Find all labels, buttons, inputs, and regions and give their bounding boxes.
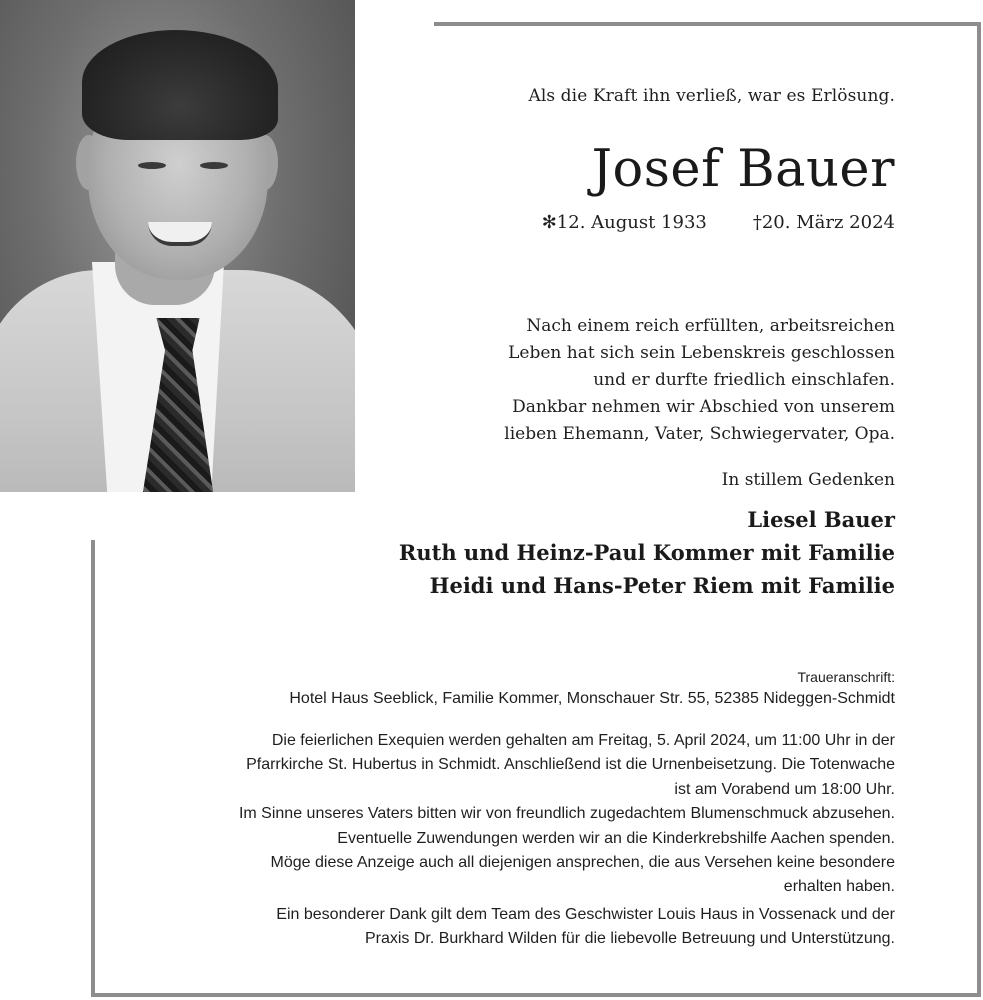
obituary-line: lieben Ehemann, Vater, Schwiegervater, Opa. [504, 424, 895, 444]
obituary-text [504, 313, 895, 448]
obituary-line: und er durfte friedlich einschlafen. [593, 370, 895, 390]
thanks-text [276, 903, 895, 952]
thanks-line: Praxis Dr. Burkhard Wilden für die liebevolle Betreuung und Unterstützung. [364, 930, 895, 948]
mourning-address: Hotel Haus Seeblick, Familie Kommer, Monschauer Str. 55, 52385 Nideggen-Schmidt [289, 690, 895, 707]
frame-line-bottom [91, 993, 981, 997]
detail-line: Die feierlichen Exequien werden gehalten am Freitag, 5. April 2024, um 11:00 Uhr in der [271, 732, 895, 749]
frame-line-left [91, 540, 95, 997]
life-dates [542, 212, 895, 233]
family-names [399, 503, 895, 602]
detail-line: Möge diese Anzeige auch all diejenigen ansprechen, die aus Versehen keine besondere [270, 854, 895, 872]
funeral-details [239, 729, 895, 900]
portrait-eye-right [200, 162, 228, 169]
born-symbol-icon: ✻ [541, 212, 557, 233]
cross-icon: † [752, 212, 762, 233]
portrait-photo [0, 0, 355, 492]
detail-line: Im Sinne unseres Vaters bitten wir von freundlich zugedachtem Blumenschmuck abzusehen. [238, 805, 895, 823]
detail-line: Pfarrkirche St. Hubertus in Schmidt. Anschließend ist die Urnenbeisetzung. Die Totenwache [246, 756, 895, 774]
obituary-line: Nach einem reich erfüllten, arbeitsreichen [526, 316, 895, 336]
thanks-line: Ein besonderer Dank gilt dem Team des Geschwister Louis Haus in Vossenack und der [276, 906, 895, 923]
detail-line: Eventuelle Zuwendungen werden wir an die Kinderkrebshilfe Aachen spenden. [337, 829, 895, 847]
remembrance-line: In stillem Gedenken [721, 470, 895, 490]
detail-line: erhalten haben. [783, 878, 895, 896]
frame-line-right [977, 22, 981, 997]
birth-date: 12. August 1933 [556, 212, 707, 233]
detail-line: ist am Vorabend um 18:00 Uhr. [674, 780, 895, 798]
frame-line-top [434, 22, 981, 26]
family-member: Heidi und Hans-Peter Riem mit Familie [429, 573, 895, 598]
death-date: 20. März 2024 [761, 212, 895, 233]
portrait-eye-left [138, 162, 166, 169]
family-member: Ruth und Heinz-Paul Kommer mit Familie [398, 540, 895, 565]
portrait-hair [82, 30, 278, 140]
address-label: Traueranschrift: [797, 669, 895, 685]
motto: Als die Kraft ihn verließ, war es Erlösung. [528, 86, 895, 106]
deceased-name: Josef Bauer [591, 140, 895, 199]
family-member: Liesel Bauer [747, 507, 895, 532]
obituary-line: Leben hat sich sein Lebenskreis geschlossen [508, 343, 895, 363]
obituary-line: Dankbar nehmen wir Abschied von unserem [512, 397, 895, 417]
